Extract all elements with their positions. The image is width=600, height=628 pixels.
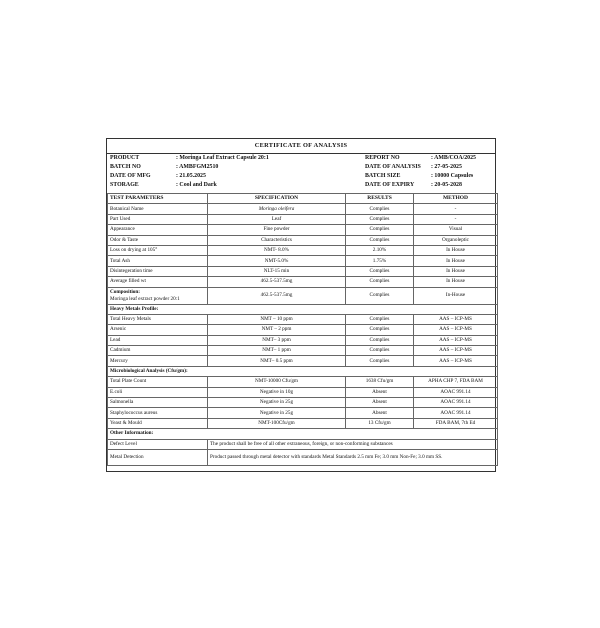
col-specification: SPECIFICATION [208,194,346,204]
table-row: Staphylococcus aureus Negative in 25g Absent AOAC 991.14 [108,408,498,418]
header-block [107,153,495,194]
expiry-date-row: DATE OF EXPIRY : 20-05-2028 [365,182,462,188]
table-row: Lead NMT– 3 ppm Complies AAS – ICP-MS [108,335,498,345]
table-header-row [108,194,498,204]
composition-item: Moringa leaf extract powder 20:1 [110,295,180,302]
composition-row: Composition: Moringa leaf extract powder 20:1 462.5-537.5mg Complies In-House [108,287,498,304]
results-grid [107,193,495,466]
micro-heading: Microbiological Analysis (Cfu/gm): [108,366,498,376]
section-row [108,429,498,439]
analysis-date-row: DATE OF ANALYSIS : 27-05-2025 [365,164,462,170]
table-row: Total Heavy Metals NMT – 10 ppm Complies AAS – ICP-MS [108,314,498,324]
batch-size-row: BATCH SIZE : 10000 Capsules [365,173,474,179]
table-row: Part Used Leaf Complies - [108,214,498,224]
mfg-date-row: DATE OF MFG : 21.05.2025 [110,173,206,179]
other-info-heading: Other Information: [108,429,498,439]
results-table [107,193,498,466]
table-row: E.coli Negative in 10g Absent AOAC 991.14 [108,387,498,397]
table-row: Salmonella Negative in 25g Absent AOAC 991.14 [108,398,498,408]
col-test-parameters: TEST PARAMETERS [108,194,208,204]
table-row: Arsenic NMT – 2 ppm Complies AAS – ICP-MS [108,325,498,335]
table-row: Total Plate Count NMT-10000 Cfu/gm 1638 Cfu/gm APHA CHP 7, FDA BAM [108,377,498,387]
table-row: Odor & Taste Characteristics Complies Organoleptic [108,235,498,245]
table-row: Loss on drying at 105° NMT- 8.0% 2.10% In House [108,245,498,255]
table-row: Defect Level The product shall be free of all other extraneous, foreign, or non-conforming substances [108,439,498,449]
storage-row: STORAGE : Cool and Dark [110,182,217,188]
col-results: RESULTS [346,194,414,204]
heavy-metals-heading: Heavy Metals Profile: [108,304,498,314]
product-row: PRODUCT : Moringa Leaf Extract Capsule 20:1 [110,155,269,161]
coa-sheet [106,138,496,472]
table-row: Botanical Name Moringa oleifera Complies - [108,204,498,214]
composition-heading: Composition: [110,288,140,295]
report-no-row: REPORT NO : AMB/COA/2025 [365,155,476,161]
document-title: CERTIFICATE OF ANALYSIS [107,139,495,154]
table-row: Mercury NMT– 0.5 ppm Complies AAS – ICP-MS [108,356,498,366]
table-row: Total Ash NMT-5.0% 1.75% In House [108,256,498,266]
table-row: Disintegeration time NLT-15 min Complies In House [108,266,498,276]
table-row: Average filled wt 462.5-537.5mg Complies In House [108,277,498,287]
table-row: Metal Detection Product passed through metal detector with standards Metal Standards 2.5 mm Fe; 3.0 mm Non-Fe; 3.0 mm SS. [108,449,498,465]
batch-row: BATCH NO : AMBFGM2510 [110,164,219,170]
section-row [108,366,498,376]
section-row [108,304,498,314]
col-method: METHOD [414,194,498,204]
table-row: Yeast & Mould NMT-100Cfu/gm 13 Cfu/gm FDA BAM, 7th Ed [108,418,498,428]
table-row: Cadmium NMT– 1 ppm Complies AAS – ICP-MS [108,346,498,356]
table-row: Appearance Fine powder Complies Visual [108,225,498,235]
